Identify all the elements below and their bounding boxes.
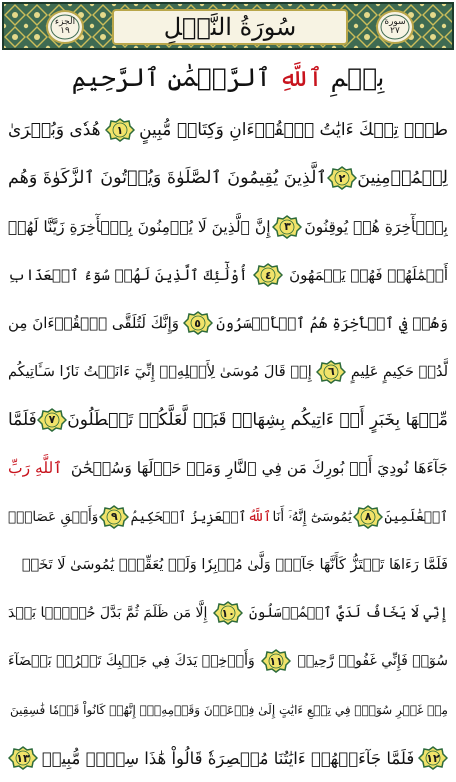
verse-line [8, 541, 448, 589]
verse-text: إِلَّا مَن ظَلَمَ ثُمَّ بَدَّلَ حُسۡنَۢا بَعۡدَ [8, 605, 208, 622]
verse-text: إِذۡ قَالَ مُوسَىٰ لِأَهۡلِهِۦٓ إِنِّيٓ ءَانَسۡتُ نَارٗا سَـَٔاتِيكُم [8, 363, 312, 380]
ayah-end-marker [99, 505, 129, 529]
verse-text: وَهُمۡ فِي ٱلۡأٓخِرَةِ هُمُ ٱلۡأَخۡسَرُونَ [216, 314, 448, 333]
verse-text: مِّنۡهَا بِخَبَرٍ أَوۡ ءَاتِيكُم بِشِهَابٖ قَبَسٖ لَّعَلَّكُمۡ تَصۡطَلُونَ [67, 409, 448, 430]
verse-text: فَلَمَّا رَءَاهَا تَهۡتَزُّ كَأَنَّهَا جَآنّٞ وَلَّىٰ مُدۡبِرٗا وَلَمۡ يُعَقِّبۡۚ يَٰمُوسَىٰ لَا تَخَفۡ [21, 556, 448, 573]
ayah-number: ٣ [284, 220, 291, 234]
verse-lines [0, 106, 456, 782]
ayah-number: ١١ [269, 654, 283, 668]
ayah-number: ٨ [364, 510, 372, 524]
verse-text: هُدٗى وَبُشۡرَىٰ [8, 120, 101, 141]
surah-header [2, 2, 454, 50]
ayah-end-marker [8, 746, 38, 770]
verse-line [8, 686, 448, 734]
surah-number: سورة ٢٧ [384, 16, 406, 36]
surah-title-box [112, 9, 348, 45]
verse-text: فَلَمَّا [8, 409, 37, 430]
basmala-rest: ٱلرَّحۡمَٰنِ ٱلرَّحِيمِ [71, 62, 271, 92]
ayah-number: ٤ [265, 268, 272, 282]
verse-text: فَلَمَّا جَآءَتۡهُمۡ ءَايَٰتُنَا مُبۡصِرَةٗ قَالُواْ هَٰذَا سِحۡرٞ مُّبِينٞ [41, 748, 415, 768]
surah-number-medallion [376, 10, 414, 44]
ayah-end-marker [327, 166, 357, 190]
verse-line [8, 492, 448, 540]
verse-text: وَأَلۡقِ عَصَاكَۚ [8, 508, 99, 525]
verse-line [8, 106, 448, 154]
divine-name-text: ٱللَّهِ رَبِّ [8, 459, 63, 478]
ayah-end-marker [253, 263, 283, 287]
ayah-number: ٥ [194, 316, 201, 330]
ayah-end-marker [37, 408, 67, 432]
verse-line [8, 251, 448, 299]
divine-name-text: ٱللَّهُ [247, 508, 272, 525]
ayah-number: ٧ [48, 413, 56, 427]
verse-text: أَعۡمَٰلَهُمۡ فَهُمۡ يَعۡمَهُونَ [289, 266, 448, 285]
verse-text: بِٱلۡأٓخِرَةِ هُمۡ يُوقِنُونَ [304, 217, 448, 236]
ayah-number: ٩ [111, 510, 118, 524]
surah-title: سُورَةُ النَّمۡلِ [163, 13, 297, 41]
verse-text: إِنِّي لَا يَخَافُ لَدَيَّ ٱلۡمُرۡسَلُونَ [248, 605, 448, 622]
verse-text: وَأَدۡخِلۡ يَدَكَ فِي جَيۡبِكَ تَخۡرُجۡ بَيۡضَآءَ [8, 653, 255, 670]
verse-text: جَآءَهَا نُودِيَ أَنۢ بُورِكَ مَن فِي ٱلنَّارِ وَمَنۡ حَوۡلَهَا وَسُبۡحَٰنَ [70, 459, 448, 478]
verse-text: إِنَّ ٱلَّذِينَ لَا يُؤۡمِنُونَ بِٱلۡأٓخِرَةِ زَيَّنَّا لَهُمۡ [8, 217, 271, 236]
ayah-end-marker [261, 649, 291, 673]
verse-text: لِلۡمُؤۡمِنِينَ [357, 168, 448, 189]
ayah-end-marker [105, 118, 135, 142]
ayah-number: ١٠ [221, 606, 235, 620]
ayah-number: ٢ [338, 171, 346, 185]
ayah-end-marker [272, 215, 302, 239]
ayah-number: ١٢ [426, 751, 440, 765]
ayah-end-marker [183, 311, 213, 335]
ayah-end-marker [418, 746, 448, 770]
verse-line [8, 396, 448, 444]
verse-text: ٱلَّذِينَ يُقِيمُونَ ٱلصَّلَوٰةَ وَيُؤۡتُونَ ٱلزَّكَوٰةَ وَهُم [8, 168, 327, 189]
ayah-number: ١٣ [16, 751, 30, 765]
verse-text: ٱلۡعَزِيزُ ٱلۡحَكِيمُ [130, 508, 247, 525]
verse-text: سُوٓءٖ فَإِنِّي غَفُورٞ رَّحِيمٞ [297, 653, 448, 670]
verse-text: لَّدُنۡ حَكِيمٍ عَلِيمٍ [350, 363, 448, 380]
verse-text: ٱلۡعَٰلَمِينَ [384, 508, 448, 525]
ayah-end-marker [316, 360, 346, 384]
verse-line [8, 444, 448, 492]
juz-medallion [46, 10, 84, 44]
ayah-number: ٦ [327, 365, 335, 379]
basmala-allah: ٱللَّهِ [278, 62, 323, 92]
verse-text: طسٓۚ تِلۡكَ ءَايَٰتُ ٱلۡقُرۡءَانِ وَكِتَابٖ مُّبِينٍ [139, 120, 448, 141]
verse-line [8, 637, 448, 685]
verse-line [8, 203, 448, 251]
juz-number: الجزء ١٩ [54, 16, 76, 36]
verse-line [8, 347, 448, 395]
verse-line [8, 734, 448, 782]
verse-text: وَإِنَّكَ لَتُلَقَّى ٱلۡقُرۡءَانَ مِن [8, 314, 179, 333]
ayah-end-marker [353, 505, 383, 529]
verse-line [8, 154, 448, 202]
ayah-number: ١ [116, 123, 124, 137]
basmala-bism: بِسۡمِ [330, 62, 385, 92]
verse-line [8, 299, 448, 347]
ayah-end-marker [213, 601, 243, 625]
verse-text: أُوْلَٰٓئِكَ ٱلَّذِينَ لَهُمۡ سُوٓءُ ٱلۡعَذَابِ [8, 266, 248, 285]
basmala [0, 56, 456, 98]
verse-text: مِنۡ غَيۡرِ سُوٓءٖۖ فِي تِسۡعِ ءَايَٰتٍ إِلَىٰ فِرۡعَوۡنَ وَقَوۡمِهِۦٓۚ إِنَّهُمۡ كَانُواْ قَوۡمٗا فَٰسِقِينَ [10, 702, 448, 717]
verse-text: يَٰمُوسَىٰٓ إِنَّهُۥٓ أَنَا [272, 508, 352, 525]
verse-line [8, 589, 448, 637]
